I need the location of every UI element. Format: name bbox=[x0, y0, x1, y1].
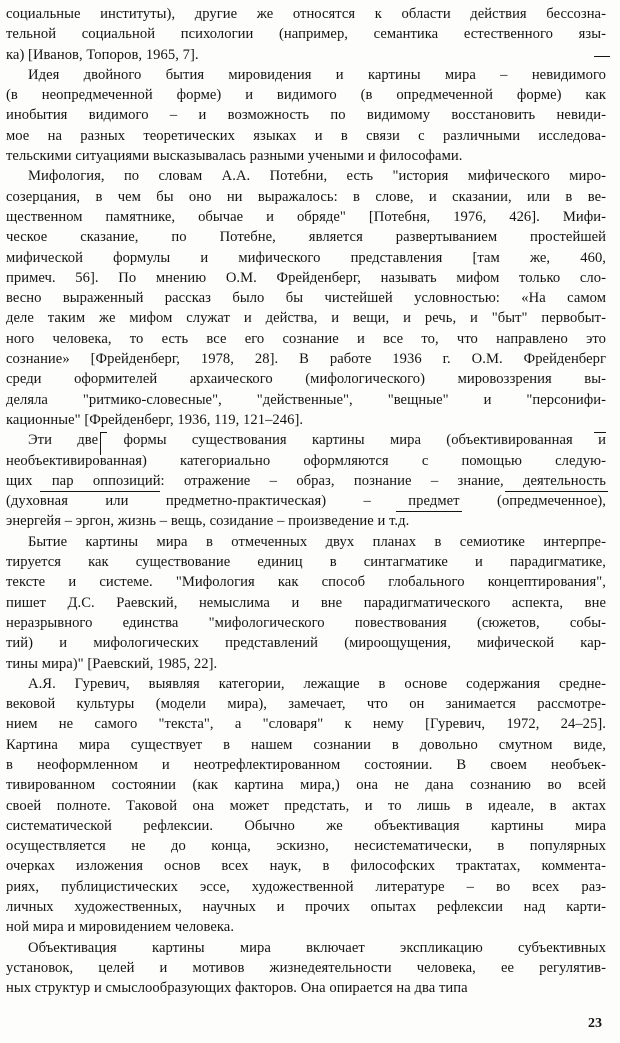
paragraph bbox=[6, 674, 606, 938]
text-line: тельной социальной психологии (например, семантика естественного язы- bbox=[6, 26, 606, 43]
text-line: созерцания, в чем бы оно ни выражалось: в слове, и сказании, или в ве- bbox=[6, 188, 606, 205]
pencil-underline-mark bbox=[40, 491, 160, 492]
text-line: (духовная или предметно-практическая) – предмет (опредмеченное), bbox=[6, 493, 606, 510]
text-line: ка) [Иванов, Топоров, 1965, 7]. bbox=[6, 46, 199, 63]
text-line: пишет Д.С. Раевский, немыслима и вне парадигматического аспекта, вне bbox=[6, 594, 606, 611]
text-line: ной мира и мировидением человека. bbox=[6, 919, 235, 936]
pencil-underline-mark bbox=[505, 491, 608, 492]
text-line: энергейя – эргон, жизнь – вещь, созидание – произведение и т.д. bbox=[6, 513, 410, 530]
text-line: весно выраженный рассказ было бы чистейшей условностью: «На самом bbox=[6, 290, 606, 307]
text-line: тивированном состоянии (как картина мира,) она не дана сознанию во всей bbox=[6, 777, 606, 794]
page-text bbox=[6, 4, 606, 999]
text-line: установок, целей и мотивов жизнедеятельности человека, ее регулятив- bbox=[6, 959, 606, 976]
text-line: в неоформленном и неотрефлектированном состоянии. В своем необъек- bbox=[6, 756, 606, 773]
text-line: социальные институты), другие же относятся к области действия бессозна- bbox=[6, 6, 606, 22]
text-line: тины мира)" [Раевский, 1985, 22]. bbox=[6, 655, 218, 672]
text-line: кационные" [Фрейденберг, 1936, 119, 121–246]. bbox=[6, 411, 304, 428]
text-line: нием не самого "текста", а "словаря" к нему [Гуревич, 1972, 24–25]. bbox=[6, 716, 606, 733]
pencil-dash-mark bbox=[594, 56, 610, 57]
text-line: Идея двойного бытия мировидения и картины мира – невидимого bbox=[28, 66, 606, 83]
text-line: систематической рефлексии. Обычно же объективация картины мира bbox=[6, 817, 606, 834]
text-line: ных структур и смыслообразующих факторов. Она опирается на два типа bbox=[6, 980, 468, 997]
paragraph bbox=[6, 65, 606, 166]
pencil-underline-mark bbox=[396, 511, 462, 512]
text-line: (в неопредмеченной форме) и видимого (в опредмеченной форме) как bbox=[6, 87, 606, 104]
text-line: щих пар оппозиций: отражение – образ, познание – знание, деятельность bbox=[6, 472, 606, 489]
pencil-dash-mark bbox=[594, 432, 606, 433]
text-line: Мифология, по словам А.А. Потебни, есть "история мифического миро- bbox=[28, 168, 606, 185]
text-line: тельскими ситуациями высказывалась разными учеными и философами. bbox=[6, 148, 463, 165]
text-line: Эти две формы существования картины мира (объективированная и bbox=[28, 432, 606, 449]
text-line: мое на разных теоретических языках и в связи с различными исследова- bbox=[6, 127, 606, 144]
text-line: вековой культуры (модели мира), замечает, что он занимается рассмотре- bbox=[6, 696, 606, 713]
text-line: Картина мира существует в нашем сознании в довольно смутном виде, bbox=[6, 736, 606, 753]
pencil-bracket-mark bbox=[100, 432, 107, 455]
paragraph bbox=[6, 430, 606, 531]
text-line: щественном памятнике, обычае и обряде" [Потебня, 1976, 426]. Мифи- bbox=[6, 208, 606, 225]
paragraph bbox=[6, 532, 606, 674]
text-line: тируется как существование единиц в синтагматике и парадигматике, bbox=[6, 554, 606, 571]
text-line: инобытия видимого – и возможность по видимому восстановить невиди- bbox=[6, 107, 606, 124]
text-line: примеч. 56]. По мнению О.М. Фрейденберг, называть мифом только сло- bbox=[6, 269, 606, 286]
text-line: мифической формулы и мифического представления [там же, 460, bbox=[6, 249, 606, 266]
text-line: ческое сказание, по Потебне, является развертыванием простейшей bbox=[6, 229, 606, 246]
text-line: Объективация картины мира включает экспликацию субъективных bbox=[28, 939, 606, 956]
paragraph bbox=[6, 938, 606, 999]
page-number: 23 bbox=[588, 1016, 602, 1031]
text-line: своей полноте. Таковой она может предстать, и то лишь в идеале, в актах bbox=[6, 797, 606, 814]
text-line: деляла "ритмико-словесные", "действенные", "вещные" и "персонифи- bbox=[6, 391, 606, 408]
text-line: неразрывного единства "мифологического повествования (сюжетов, собы- bbox=[6, 614, 606, 631]
text-line: личных художественных, научных и прочих опытах рефлексии над карти- bbox=[6, 899, 606, 916]
text-line: риях, публицистических эссе, художественной литературе – во всех раз- bbox=[6, 878, 606, 895]
text-line: осуществляется не до конца, эскизно, несистематически, в популярных bbox=[6, 838, 606, 855]
text-line: деле таким же мифом служат и действа, и вещи, и речь, и "быт" первобыт- bbox=[6, 310, 606, 327]
text-line: ного человека, то есть все его сознание и все то, что направлено это bbox=[6, 330, 606, 347]
paragraph bbox=[6, 166, 606, 430]
paragraph bbox=[6, 4, 606, 65]
text-line: тексте и системе. "Мифология как способ глобального концептирования", bbox=[6, 574, 606, 591]
text-line: А.Я. Гуревич, выявляя категории, лежащие в основе содержания средне- bbox=[28, 675, 606, 692]
text-line: Бытие картины мира в отмеченных двух планах в семиотике интерпре- bbox=[28, 533, 606, 550]
text-line: тий) и мифологических представлений (мироощущения, мифической кар- bbox=[6, 635, 606, 652]
text-line: необъективированная) категориально оформляются с помощью следую- bbox=[6, 452, 606, 469]
text-line: среди оформителей архаического (мифологического) мировоззрения вы- bbox=[6, 371, 606, 388]
text-line: сознание» [Фрейденберг, 1978, 28]. В работе 1936 г. О.М. Фрейденберг bbox=[6, 351, 606, 368]
text-line: очерках изложения основ всех наук, в философских трактатах, коммента- bbox=[6, 858, 606, 875]
